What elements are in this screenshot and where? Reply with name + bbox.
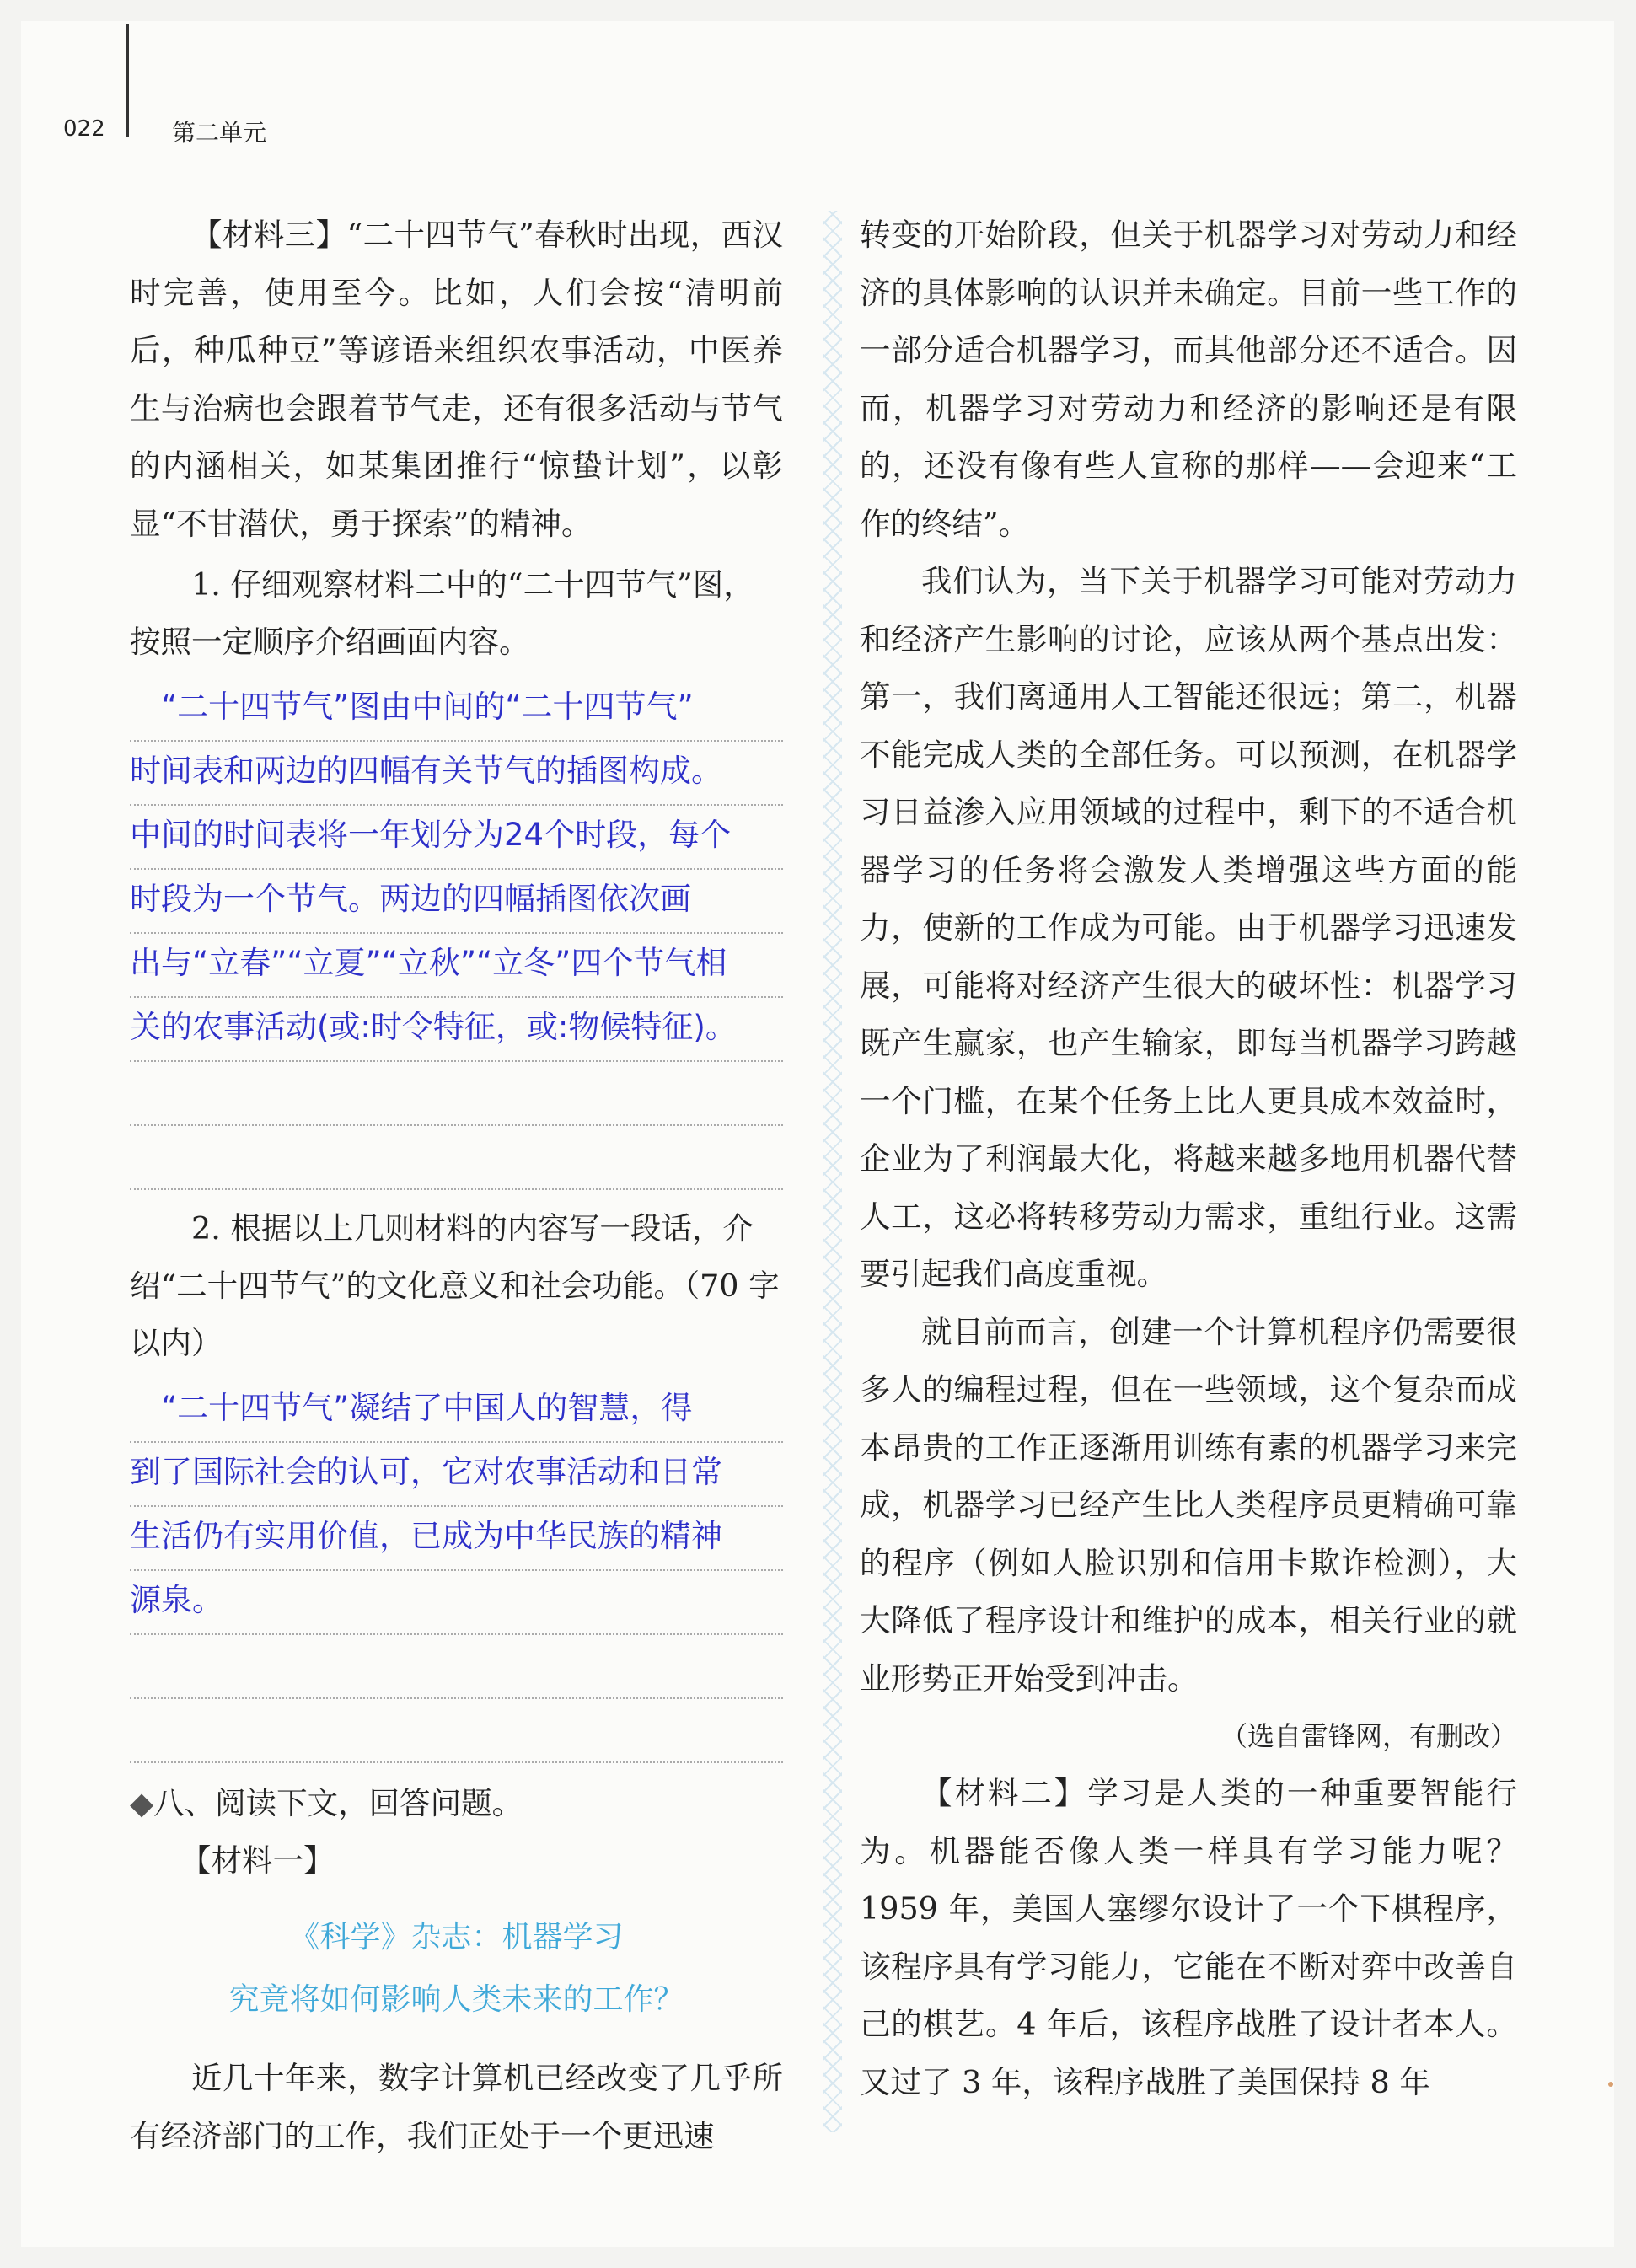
answer-1-line: 时间表和两边的四幅有关节气的插图构成。 xyxy=(130,742,783,806)
article-title-line-1: 《科学》杂志：机器学习 xyxy=(289,1920,624,1954)
article-paragraph-1: 转变的开始阶段，但关于机器学习对劳动力和经济的具体影响的认识并未确定。目前一些工作的一部分适合机器学习，而其他部分还不适合。因而，机器学习对劳动力和经济的影响还是有限的，还没有像有些人宣称的那样——会迎来“工作的终结”。 xyxy=(860,217,1517,542)
section-eight-text: 八、阅读下文，回答问题。 xyxy=(153,1785,523,1821)
header-rule xyxy=(126,24,129,137)
answer-1-line: 时段为一个节气。两边的四幅插图依次画 xyxy=(130,870,783,934)
right-column xyxy=(860,206,1517,2111)
section-eight-heading xyxy=(130,1775,783,1832)
question-1: 1. 仔细观察材料二中的“二十四节气”图，按照一定顺序介绍画面内容。 xyxy=(130,566,754,660)
unit-title: 第二单元 xyxy=(172,119,267,147)
blank-answer-line xyxy=(130,1062,783,1126)
blank-answer-line xyxy=(130,1126,783,1190)
article-source: （选自雷锋网，有删改） xyxy=(1220,1720,1517,1752)
article-title-line-2: 究竟将如何影响人类未来的工作？ xyxy=(228,1982,684,2017)
answer-1-line: 中间的时间表将一年划分为24个时段，每个 xyxy=(130,806,783,870)
answer-1-line: 关的农事活动(或:时令特征，或:物候特征)。 xyxy=(130,998,783,1062)
answer-2-line: “二十四节气”凝结了中国人的智慧，得 xyxy=(130,1379,783,1443)
blank-answer-line xyxy=(130,1635,783,1699)
article-paragraph-2: 我们认为，当下关于机器学习可能对劳动力和经济产生影响的讨论，应该从两个基点出发：第一，我们离通用人工智能还很远；第二，机器不能完成人类的全部任务。可以预测，在机器学习日益渗入应用领域的过程中，剩下的不适合机器学习的任务将会激发人类增强这些方面的能力，使新的工作成为可能。由于机器学习迅速发展，可能将对经济产生很大的破坏性：机器学习既产生赢家，也产生输家，即每当机器学习跨越一个门槛，在某个任务上比人更具成本效益时，企业为了利润最大化，将越来越多地用机器代替人工，这必将转移劳动力需求，重组行业。这需要引起我们高度重视。 xyxy=(860,563,1517,1292)
column-divider xyxy=(823,211,842,2132)
answer-1-block xyxy=(130,678,783,1190)
blank-answer-line xyxy=(130,1699,783,1763)
material-one-label: 【材料一】 xyxy=(180,1842,335,1879)
ink-dot xyxy=(1608,2082,1613,2087)
material-one-paragraph: 近几十年来，数字计算机已经改变了几乎所有经济部门的工作，我们正处于一个更迅速 xyxy=(130,2060,783,2154)
diamond-bullet-icon: ◆ xyxy=(130,1785,154,1821)
article-paragraph-3: 就目前而言，创建一个计算机程序仍需要很多人的编程过程，但在一些领域，这个复杂而成本昂贵的工作正逐渐用训练有素的机器学习来完成，机器学习已经产生比人类程序员更精确可靠的程序（例如人脸识别和信用卡欺诈检测），大大降低了程序设计和维护的成本，相关行业的就业形势正开始受到冲击。 xyxy=(860,1313,1517,1697)
material-three-paragraph: 【材料三】“二十四节气”春秋时出现，西汉时完善，使用至今。比如，人们会按“清明前后，种瓜种豆”等谚语来组织农事活动，中医养生与治病也会跟着节气走，还有很多活动与节气的内涵相关，如某集团推行“惊蛰计划”，以彰显“不甘潜伏，勇于探索”的精神。 xyxy=(130,217,783,542)
answer-1-line: 出与“立春”“立夏”“立秋”“立冬”四个节气相 xyxy=(130,934,783,998)
material-two-paragraph: 【材料二】学习是人类的一种重要智能行为。机器能否像人类一样具有学习能力呢？1959 年，美国人塞缪尔设计了一个下棋程序，该程序具有学习能力，它能在不断对弈中改善自己的棋艺。4 年后，该程序战胜了设计者本人。又过了 3 年，该程序战胜了美国保持 8 年 xyxy=(860,1775,1517,2100)
page-number: 022 xyxy=(63,116,105,142)
question-2: 2. 根据以上几则材料的内容写一段话，介绍“二十四节气”的文化意义和社会功能。（70 字以内） xyxy=(130,1210,780,1361)
left-column xyxy=(130,206,783,2165)
answer-2-line: 源泉。 xyxy=(130,1571,783,1635)
answer-1-line: “二十四节气”图由中间的“二十四节气” xyxy=(130,678,783,742)
answer-2-block xyxy=(130,1379,783,1763)
answer-2-line: 到了国际社会的认可，它对农事活动和日常 xyxy=(130,1443,783,1507)
answer-2-line: 生活仍有实用价值，已成为中华民族的精神 xyxy=(130,1507,783,1571)
